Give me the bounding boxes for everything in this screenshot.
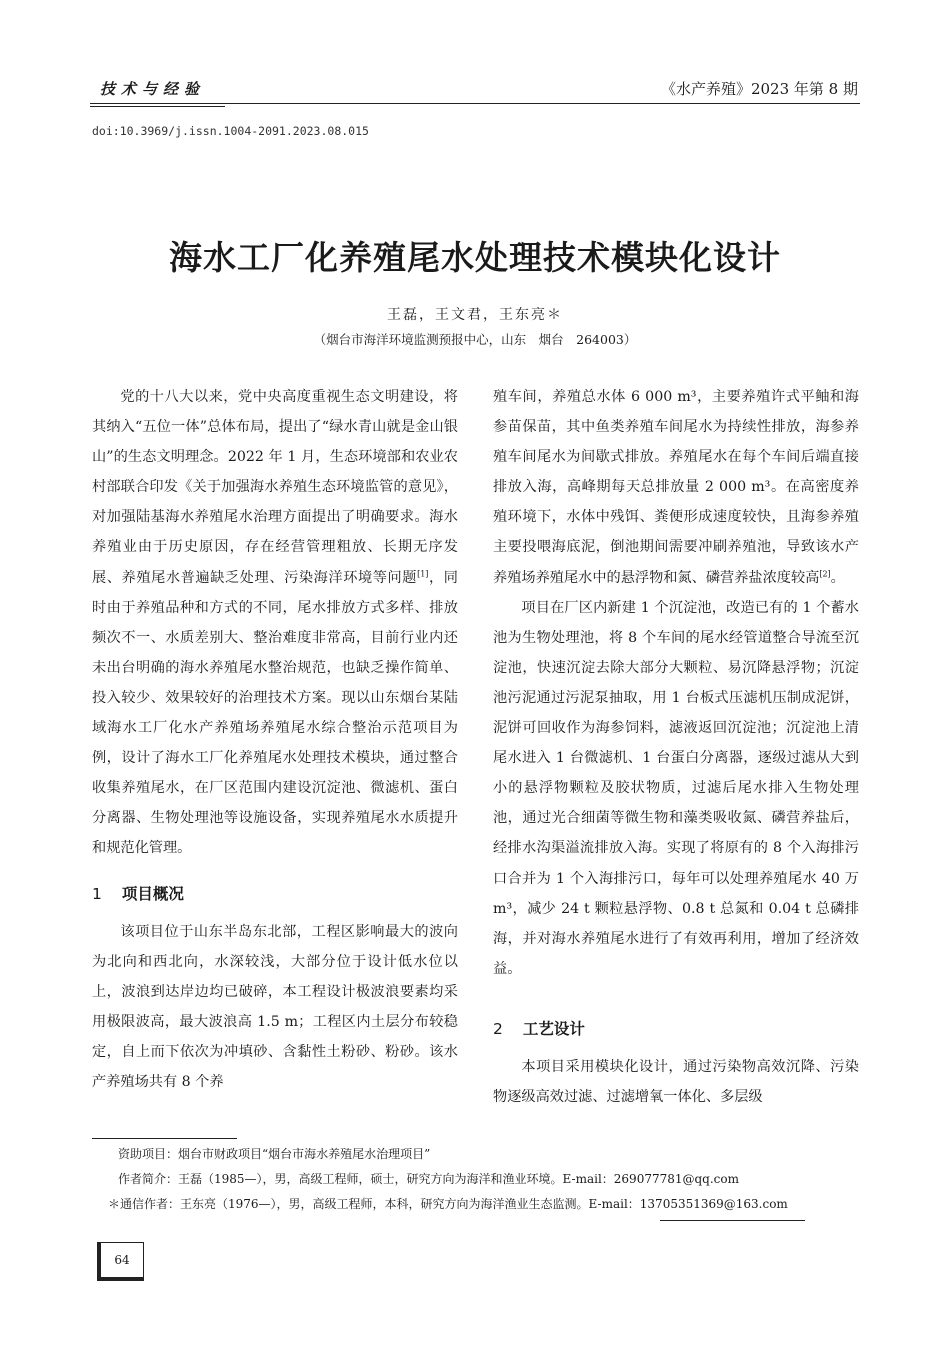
continued-text-end: 。: [830, 569, 845, 586]
section-2-number: 2: [493, 1019, 503, 1038]
section-1-number: 1: [92, 884, 102, 903]
right-column: [493, 382, 859, 1112]
authors: 王磊，王文君，王东亮＊: [387, 307, 563, 323]
header-rule: [90, 103, 860, 104]
section-1-heading: [92, 879, 458, 909]
footnote-rule: [92, 1138, 237, 1139]
article-title: 海水工厂化养殖尾水处理技术模块化设计: [169, 238, 781, 277]
reference-2: [2]: [819, 568, 831, 578]
section-2-paragraph: 本项目采用模块化设计，通过污染物高效沉降、污染物逐级高效过滤、过滤增氧一体化、多层级: [493, 1058, 859, 1105]
footnote-end-rule: [660, 1220, 805, 1221]
doi: doi:10.3969/j.issn.1004-2091.2023.08.015: [92, 124, 369, 138]
intro-text: 党的十八大以来，党中央高度重视生态文明建设，将其纳入“五位一体”总体布局，提出了“绿水青山就是金山银山”的生态文明理念。2022 年 1 月，生态环境部和农业农村部联合印发《关于加强海水养殖生态环境监管的意见》，对加强陆基海水养殖尾水治理方面提出了明确要求。海水养殖业由于历史原因，存在经营管理粗放、长期无序发展、养殖尾水普遍缺乏处理、污染海洋环境等问题: [92, 389, 458, 586]
section-2-heading: [493, 1014, 859, 1044]
footnote-author-bio: 作者简介：王磊（1985—），男，高级工程师，硕士，研究方向为海洋和渔业环境。E-mail：269077781@qq.com: [118, 1172, 740, 1186]
page-number: 64: [97, 1242, 144, 1281]
project-paragraph: 项目在厂区内新建 1 个沉淀池，改造已有的 1 个蓄水池为生物处理池，将 8 个车间的尾水经管道整合导流至沉淀池，快速沉淀去除大部分大颗粒、易沉降悬浮物；沉淀池污泥通过污泥泵抽取，用 1 台板式压滤机压制成泥饼，泥饼可回收作为海参饲料，滤液返回沉淀池；沉淀池上清尾水进入 1 台微滤机、1 台蛋白分离器，逐级过滤从大到小的悬浮物颗粒及胶状物质，过滤后尾水排入生物处理池，通过光合细菌等微生物和藻类吸收氮、磷营养盐后，经排水沟渠溢流排放入海。实现了将原有的 8 个入海排污口合并为 1 个入海排污口，每年可以处理养殖尾水 40 万m³，减少 24 t 颗粒悬浮物、0.8 t 总氮和 0.04 t 总磷排海，并对海水养殖尾水进行了有效再利用，增加了经济效益。: [493, 599, 859, 977]
section-2-title: 工艺设计: [522, 1019, 585, 1038]
section-1-title: 项目概况: [121, 884, 184, 903]
footnote-funding: 资助项目：烟台市财政项目“烟台市海水养殖尾水治理项目”: [118, 1147, 431, 1161]
section-1-paragraph: 该项目位于山东半岛东北部，工程区影响最大的波向为北向和西北向，水深较浅，大部分位于设计低水位以上，波浪到达岸边均已破碎，本工程设计极波浪要素均采用极限波高，最大波浪高 1.5 m；工程区内土层分布较稳定，自上而下依次为冲填砂、含黏性土粉砂、粉砂。该水产养殖场共有 8 个养: [92, 923, 458, 1090]
journal-section-label: 技术与经验: [100, 80, 206, 98]
left-column: [92, 382, 458, 1097]
continued-text: 殖车间，养殖总水体 6 000 m³，主要养殖许式平鲉和海参苗保苗，其中鱼类养殖车间尾水为持续性排放，海参养殖车间尾水为间歇式排放。养殖尾水在每个车间后端直接排放入海，高峰期每天总排放量 2 000 m³。在高密度养殖环境下，水体中残饵、粪便形成速度较快，且海参养殖主要投喂海底泥，倒池期间需要冲刷养殖池，导致该水产养殖场养殖尾水中的悬浮物和氮、磷营养盐浓度较高: [493, 389, 859, 586]
intro-text-cont: ，同时由于养殖品种和方式的不同，尾水排放方式多样、排放频次不一、水质差别大、整治难度非常高，目前行业内还未出台明确的海水养殖尾水整治规范，也缺乏操作简单、投入较少、效果较好的治理技术方案。现以山东烟台某陆域海水工厂化水产养殖场养殖尾水综合整治示范项目为例，设计了海水工厂化养殖尾水处理技术模块，通过整合收集养殖尾水，在厂区范围内建设沉淀池、微滤机、蛋白分离器、生物处理池等设施设备，实现养殖尾水水质提升和规范化管理。: [92, 569, 458, 857]
reference-1: [1]: [417, 568, 429, 578]
continued-paragraph: [493, 382, 859, 593]
affiliation: （烟台市海洋环境监测预报中心，山东 烟台 264003）: [313, 332, 637, 347]
journal-issue: 《水产养殖》2023 年第 8 期: [660, 80, 858, 98]
footnote-corresponding: ＊通信作者：王东亮（1976—），男，高级工程师，本科，研究方向为海洋渔业生态监测。E-mail：13705351369@163.com: [108, 1197, 788, 1211]
intro-paragraph: [92, 382, 458, 864]
header-rule-short: [90, 106, 225, 107]
